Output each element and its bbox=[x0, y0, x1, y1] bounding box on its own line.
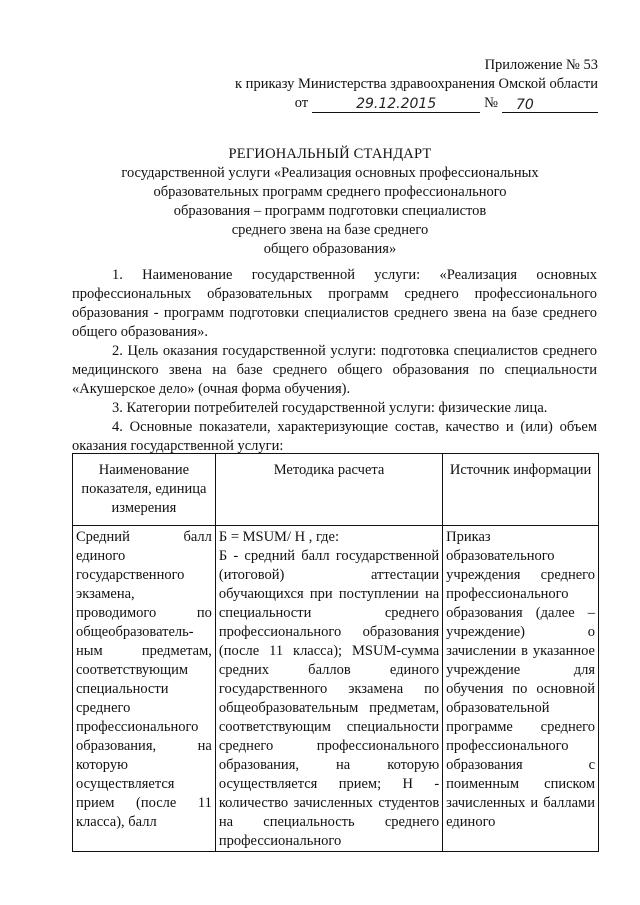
date-handwritten: 29.12.2015 bbox=[312, 95, 480, 113]
title-heading: РЕГИОНАЛЬНЫЙ СТАНДАРТ bbox=[228, 146, 432, 162]
method-formula: Б = МSUM/ Н , где: bbox=[218, 529, 340, 545]
cell-indicator: Средний балл единого государственного экзамена, проводимого по общеобразователь-ным предметам, соответствующим специальности среднего профессионального образования, на которую осуществляется прием (после 11 класса), балл bbox=[73, 526, 216, 852]
method-description: Б - средний балл государственной (итоговой) аттестации обучающихся при поступлении на специальности среднего профессионального образования (после 11 класса); МSUM-сумма средних баллов единого государственного экзамена по общеобразовательным предметам, соответствующим специальности среднего профессионального образования, на которую осуществляется прием; Н - количество зачисленных студентов на специальность среднего профессионального bbox=[218, 548, 440, 849]
header-source: Источник информации bbox=[443, 454, 599, 526]
date-prefix: от bbox=[294, 95, 309, 111]
cell-source: Приказ образовательного учреждения среднего профессионального образования (далее – учреждение) о зачислении в указанное учреждение для обучения по основной образовательной программе среднего профессионального образования с поименным списком зачисленных и баллами единого bbox=[443, 526, 599, 852]
paragraph-2: 2. Цель оказания государственной услуги: подготовка специалистов среднего медицинского звена на базе среднего общего образования по специальности «Акушерское дело» (очная форма обучения). bbox=[72, 343, 597, 397]
indicators-table bbox=[72, 453, 599, 852]
header-indicator: Наименование показателя, единица измерения bbox=[73, 454, 216, 526]
title-line: общего образования» bbox=[263, 241, 397, 257]
title-line: образования – программ подготовки специалистов bbox=[173, 203, 487, 219]
title-line: среднего звена на базе среднего bbox=[231, 222, 429, 238]
appendix-order-ref: к приказу Министерства здравоохранения Омской области bbox=[235, 76, 598, 92]
appendix-number: Приложение № 53 bbox=[484, 57, 598, 73]
appendix-date-line bbox=[218, 94, 598, 113]
number-prefix: № bbox=[484, 95, 498, 111]
appendix-block bbox=[218, 56, 598, 113]
table-row bbox=[73, 526, 599, 852]
body-paragraphs bbox=[72, 266, 597, 456]
title-line: государственной услуги «Реализация основных профессиональных bbox=[121, 165, 539, 181]
paragraph-4: 4. Основные показатели, характеризующие состав, качество и (или) объем оказания государственной услуги: bbox=[72, 419, 597, 454]
title-line: образовательных программ среднего профессионального bbox=[153, 184, 507, 200]
paragraph-3: 3. Категории потребителей государственной услуги: физические лица. bbox=[112, 400, 548, 416]
header-method: Методика расчета bbox=[215, 454, 442, 526]
document-title bbox=[60, 145, 600, 259]
paragraph-1: 1. Наименование государственной услуги: «Реализация основных профессиональных образовательных программ среднего профессионального образования - программ подготовки специалистов среднего звена на базе среднего общего образования». bbox=[72, 267, 597, 340]
number-handwritten: 70 bbox=[502, 96, 598, 113]
cell-method bbox=[215, 526, 442, 852]
table-header-row bbox=[73, 454, 599, 526]
